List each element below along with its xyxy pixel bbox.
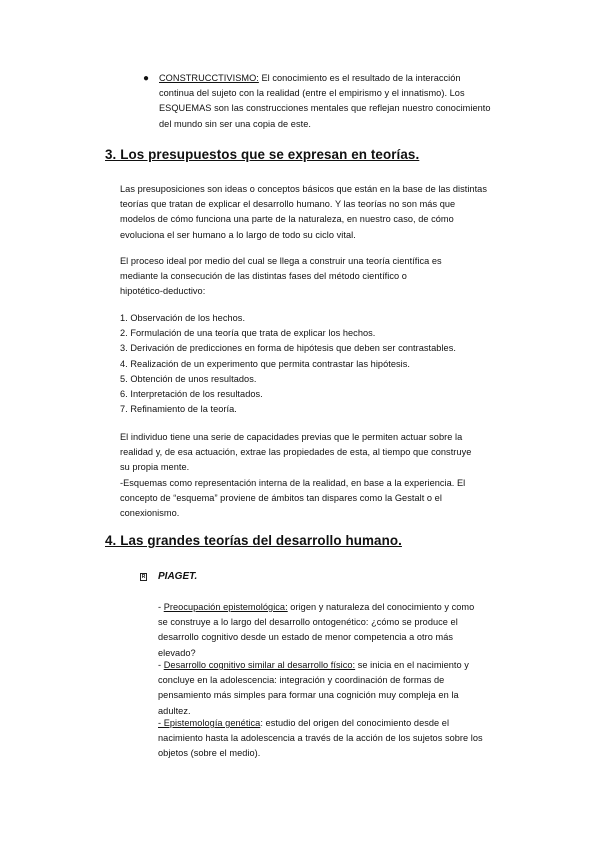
text-line: hipotético-deductivo: bbox=[120, 286, 206, 297]
text-line: continua del sujeto con la realidad (entre el empirismo y el innatismo). Los bbox=[159, 88, 465, 99]
section-3-para-1 bbox=[120, 182, 520, 243]
method-steps-list bbox=[120, 311, 520, 417]
text-line: realidad y, de esa actuación, extrae las propiedades de esta, al tiempo que construye bbox=[120, 447, 472, 458]
text-line: se inicia en el nacimiento y bbox=[355, 660, 469, 670]
section-3-para-3 bbox=[120, 430, 520, 521]
item-term: - Epistemología genética bbox=[158, 718, 261, 728]
text-line: origen y naturaleza del conocimiento y como bbox=[287, 602, 475, 612]
text-line: del mundo sin ser una copia de este. bbox=[159, 118, 311, 129]
list-item: 6. Interpretación de los resultados. bbox=[120, 389, 263, 400]
text-line: elevado? bbox=[158, 647, 196, 658]
text-line: modelos de cómo funciona una parte de la naturaleza, en nuestro caso, de cómo bbox=[120, 214, 454, 225]
item-term: Desarrollo cognitivo similar al desarrollo físico: bbox=[163, 660, 356, 670]
text-line: conexionismo. bbox=[120, 508, 180, 519]
text-line: ESQUEMAS son las construcciones mentales que reflejan nuestro conocimiento bbox=[159, 103, 491, 114]
checkbox-square-icon: R bbox=[141, 574, 146, 580]
bullet-dot: ● bbox=[143, 73, 150, 84]
item-term: Preocupación epistemológica: bbox=[163, 602, 288, 612]
list-item: 7. Refinamiento de la teoría. bbox=[120, 404, 237, 415]
text-line: evoluciona el ser humano a lo largo de todo su ciclo vital. bbox=[120, 229, 356, 240]
section-3-para-2 bbox=[120, 254, 520, 300]
piaget-item-1 bbox=[158, 600, 538, 661]
section-4-heading: 4. Las grandes teorías del desarrollo humano. bbox=[105, 533, 402, 548]
list-item: 3. Derivación de predicciones en forma de hipótesis que deben ser contrastables. bbox=[120, 343, 456, 354]
item-prefix: - bbox=[158, 660, 164, 670]
text-line: Las presuposiciones son ideas o conceptos básicos que están en la base de las distintas bbox=[120, 184, 487, 194]
text-line: su propia mente. bbox=[120, 462, 190, 473]
text-line: pensamiento más simples para formar una cognición muy compleja en la bbox=[158, 690, 459, 701]
list-item: 4. Realización de un experimento que permita contrastar las hipótesis. bbox=[120, 358, 410, 369]
text-line: : estudio del origen del conocimiento desde el bbox=[260, 718, 450, 728]
text-line: se construye a lo largo del desarrollo ontogenético: ¿cómo se produce el bbox=[158, 617, 458, 628]
constructivismo-block bbox=[159, 71, 559, 132]
piaget-title: PIAGET. bbox=[158, 571, 198, 582]
constructivismo-term: CONSTRUCCTIVISMO: bbox=[159, 73, 259, 83]
text-line: concepto de “esquema” proviene de ámbitos tan dispares como la Gestalt o el bbox=[120, 492, 442, 503]
piaget-item-3 bbox=[158, 716, 538, 762]
text-line: desarrollo cognitivo desde un estado de menor competencia a otro más bbox=[158, 632, 454, 643]
text-line: El proceso ideal por medio del cual se llega a construir una teoría científica es bbox=[120, 256, 442, 266]
piaget-item-2 bbox=[158, 658, 538, 719]
list-item: 2. Formulación de una teoría que trata de explicar los hechos. bbox=[120, 328, 376, 339]
text-line: adultez. bbox=[158, 705, 191, 716]
text-line: mediante la consecución de las distintas fases del método científico o bbox=[120, 271, 407, 282]
text-line: teorías que tratan de explicar el desarrollo humano. Y las teorías no son más que bbox=[120, 199, 456, 210]
section-3-heading: 3. Los presupuestos que se expresan en teorías. bbox=[105, 147, 420, 162]
text-line: objetos (sobre el medio). bbox=[158, 748, 261, 759]
text-line: nacimiento hasta la adolescencia a través de la acción de los sujetos sobre los bbox=[158, 733, 483, 744]
item-prefix: - bbox=[158, 602, 164, 612]
text-line: El conocimiento es el resultado de la interacción bbox=[258, 73, 461, 83]
list-item: 5. Obtención de unos resultados. bbox=[120, 373, 257, 384]
text-line: -Esquemas como representación interna de la realidad, en base a la experiencia. El bbox=[120, 477, 466, 488]
text-line: concluye en la adolescencia: integración y coordinación de formas de bbox=[158, 675, 445, 686]
text-line: El individuo tiene una serie de capacidades previas que le permiten actuar sobre la bbox=[120, 432, 463, 442]
list-item: 1. Observación de los hechos. bbox=[120, 313, 246, 323]
